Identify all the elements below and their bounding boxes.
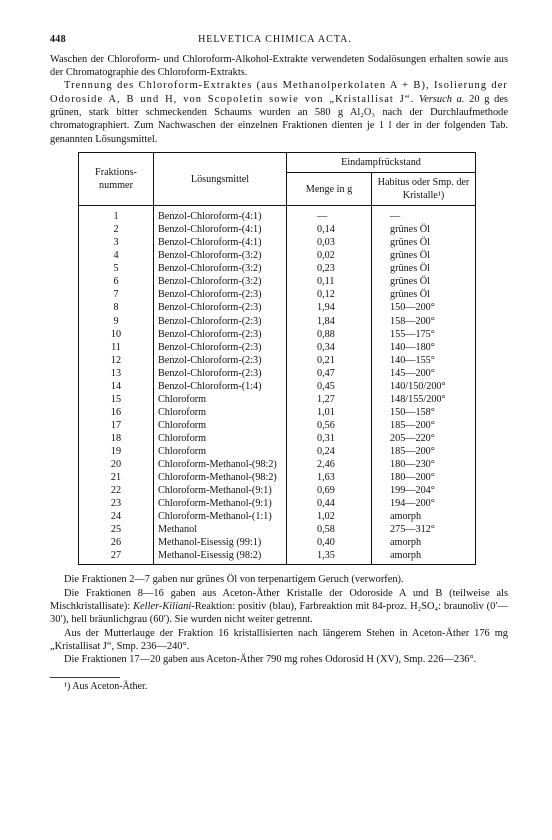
amount-cell: 0,14 (287, 223, 372, 236)
habit-cell: 150—158° (372, 406, 476, 419)
table-row (79, 380, 476, 393)
solvent-cell: Chloroform-Methanol-(9:1) (154, 497, 287, 510)
table-row (79, 523, 476, 536)
habit-cell: 205—220° (372, 432, 476, 445)
amount-cell: 1,63 (287, 471, 372, 484)
table-row (79, 497, 476, 510)
amount-cell: 0,58 (287, 523, 372, 536)
solvent-cell: Benzol-Chloroform-(2:3) (154, 354, 287, 367)
amount-cell: 1,35 (287, 549, 372, 565)
amount-cell: 0,21 (287, 354, 372, 367)
fraction-number-cell: 24 (79, 510, 154, 523)
result-p2-part1: Die Fraktionen 8—16 gaben aus Aceton-Äther Kristalle der Odoroside A und B (teilweise als Mischkristallisate): (50, 587, 508, 613)
fraction-number-cell: 18 (79, 432, 154, 445)
amount-cell: 0,47 (287, 367, 372, 380)
fraction-number-cell: 8 (79, 301, 154, 314)
fraction-number-cell: 23 (79, 497, 154, 510)
fraction-number-cell: 10 (79, 328, 154, 341)
table-row (79, 249, 476, 262)
fraction-number-cell: 6 (79, 275, 154, 288)
fraction-number-cell: 3 (79, 236, 154, 249)
solvent-cell: Benzol-Chloroform-(1:4) (154, 380, 287, 393)
table-row (79, 393, 476, 406)
table-row (79, 341, 476, 354)
amount-cell: 0,31 (287, 432, 372, 445)
table-row (79, 288, 476, 301)
amount-cell: 1,02 (287, 510, 372, 523)
habit-cell: grünes Öl (372, 236, 476, 249)
habit-cell: amorph (372, 510, 476, 523)
amount-cell: 1,84 (287, 315, 372, 328)
fraction-number-cell: 2 (79, 223, 154, 236)
habit-cell: 148/155/200° (372, 393, 476, 406)
amount-cell: 2,46 (287, 458, 372, 471)
fraction-number-cell: 1 (79, 206, 154, 224)
table-row (79, 536, 476, 549)
table-row (79, 354, 476, 367)
section-paragraph (50, 79, 508, 146)
keller-kiliani-name: Keller-Kiliani (133, 601, 192, 613)
amount-cell: 0,24 (287, 445, 372, 458)
amount-cell: 0,88 (287, 328, 372, 341)
col-header-habit: Habitus oder Smp. der Kristalle¹) (372, 173, 476, 206)
habit-cell: 140—180° (372, 341, 476, 354)
table-row (79, 328, 476, 341)
intro-paragraph: Waschen der Chloroform- und Chloroform-Alkohol-Extrakte verwendeten Sodalösungen erhalten sowie aus der Chromatographie des Chloroform-Extrakts. (50, 53, 508, 79)
solvent-cell: Chloroform (154, 393, 287, 406)
amount-cell: 1,27 (287, 393, 372, 406)
page-number: 448 (50, 34, 66, 45)
solvent-cell: Benzol-Chloroform-(2:3) (154, 341, 287, 354)
habit-cell: — (372, 206, 476, 224)
habit-cell: 180—200° (372, 471, 476, 484)
solvent-cell: Benzol-Chloroform-(2:3) (154, 301, 287, 314)
table-row (79, 206, 476, 224)
table-row (79, 223, 476, 236)
table-row (79, 445, 476, 458)
table-row (79, 315, 476, 328)
amount-cell: 0,12 (287, 288, 372, 301)
solvent-cell: Chloroform (154, 406, 287, 419)
fraction-number-cell: 20 (79, 458, 154, 471)
solvent-cell: Chloroform (154, 432, 287, 445)
page (50, 34, 508, 693)
result-paragraph-3: Aus der Mutterlauge der Fraktion 16 kristallisierten nach längerem Stehen in Aceton-Äther 176 mg „Kristallisat J“, Smp. 236—240°. (50, 627, 508, 652)
amount-cell: 0,69 (287, 484, 372, 497)
amount-cell: — (287, 206, 372, 224)
habit-cell: 158—200° (372, 315, 476, 328)
habit-cell: 185—200° (372, 419, 476, 432)
fraction-number-cell: 19 (79, 445, 154, 458)
habit-cell: 194—200° (372, 497, 476, 510)
solvent-cell: Benzol-Chloroform-(3:2) (154, 249, 287, 262)
habit-cell: grünes Öl (372, 249, 476, 262)
fraction-number-cell: 4 (79, 249, 154, 262)
result-paragraph-4: Die Fraktionen 17—20 gaben aus Aceton-Äther 790 mg rohes Odorosid H (XV), Smp. 226—236°. (64, 654, 477, 666)
table-row (79, 301, 476, 314)
table-row (79, 367, 476, 380)
habit-cell: grünes Öl (372, 262, 476, 275)
table-row (79, 275, 476, 288)
table-row (79, 406, 476, 419)
fraction-number-cell: 14 (79, 380, 154, 393)
fraction-number-cell: 26 (79, 536, 154, 549)
table-row (79, 262, 476, 275)
habit-cell: amorph (372, 536, 476, 549)
solvent-cell: Methanol (154, 523, 287, 536)
amount-cell: 0,40 (287, 536, 372, 549)
amount-cell: 0,11 (287, 275, 372, 288)
fraction-number-cell: 27 (79, 549, 154, 565)
fraction-number-cell: 16 (79, 406, 154, 419)
amount-cell: 0,03 (287, 236, 372, 249)
table-row (79, 458, 476, 471)
solvent-cell: Chloroform (154, 445, 287, 458)
solvent-cell: Benzol-Chloroform-(2:3) (154, 328, 287, 341)
amount-cell: 0,44 (287, 497, 372, 510)
habit-cell: grünes Öl (372, 223, 476, 236)
section-body: 20 g des grünen, stark bitter schmeckenden Schaums wurden an 580 g Al₂O₃ nach der Durchlaufmethode chromatographiert. Zum Nachwaschen der einzelnen Fraktionen dienten je 1 l der in der folgenden Tab. genannten Lösungsmittel. (50, 93, 508, 145)
table-row (79, 471, 476, 484)
solvent-cell: Chloroform-Methanol-(9:1) (154, 484, 287, 497)
habit-cell: 275—312° (372, 523, 476, 536)
fraction-number-cell: 9 (79, 315, 154, 328)
solvent-cell: Methanol-Eisessig (99:1) (154, 536, 287, 549)
fractions-table (78, 152, 476, 565)
solvent-cell: Benzol-Chloroform-(4:1) (154, 236, 287, 249)
footnote-rule (50, 677, 120, 678)
solvent-cell: Chloroform-Methanol-(1:1) (154, 510, 287, 523)
habit-cell: amorph (372, 549, 476, 565)
solvent-cell: Benzol-Chloroform-(3:2) (154, 262, 287, 275)
solvent-cell: Methanol-Eisessig (98:2) (154, 549, 287, 565)
solvent-cell: Benzol-Chloroform-(2:3) (154, 367, 287, 380)
journal-title: HELVETICA CHIMICA ACTA. (198, 34, 352, 45)
habit-cell: 185—200° (372, 445, 476, 458)
fraction-number-cell: 12 (79, 354, 154, 367)
fraction-number-cell: 5 (79, 262, 154, 275)
solvent-cell: Benzol-Chloroform-(3:2) (154, 275, 287, 288)
habit-cell: grünes Öl (372, 275, 476, 288)
amount-cell: 0,56 (287, 419, 372, 432)
habit-cell: 140—155° (372, 354, 476, 367)
table-row (79, 484, 476, 497)
solvent-cell: Chloroform-Methanol-(98:2) (154, 458, 287, 471)
running-head (50, 34, 508, 47)
amount-cell: 0,23 (287, 262, 372, 275)
habit-cell: 145—200° (372, 367, 476, 380)
fraction-number-cell: 17 (79, 419, 154, 432)
amount-cell: 0,34 (287, 341, 372, 354)
solvent-cell: Chloroform-Methanol-(98:2) (154, 471, 287, 484)
fraction-number-cell: 11 (79, 341, 154, 354)
fraction-number-cell: 7 (79, 288, 154, 301)
result-paragraph-1: Die Fraktionen 2—7 gaben nur grünes Öl von terpenartigem Geruch (verworfen). (64, 574, 404, 586)
solvent-cell: Benzol-Chloroform-(2:3) (154, 288, 287, 301)
footnote: ¹) Aus Aceton-Äther. (64, 680, 148, 692)
solvent-cell: Chloroform (154, 419, 287, 432)
amount-cell: 1,01 (287, 406, 372, 419)
solvent-cell: Benzol-Chloroform-(4:1) (154, 223, 287, 236)
col-header-fraction: Fraktions-nummer (79, 152, 154, 205)
habit-cell: 140/150/200° (372, 380, 476, 393)
fraction-number-cell: 15 (79, 393, 154, 406)
table-row (79, 419, 476, 432)
solvent-cell: Benzol-Chloroform-(2:3) (154, 315, 287, 328)
habit-cell: 155—175° (372, 328, 476, 341)
fraction-number-cell: 13 (79, 367, 154, 380)
col-header-amount: Menge in g (287, 173, 372, 206)
habit-cell: 150—200° (372, 301, 476, 314)
result-paragraph-2 (50, 587, 508, 627)
table-row (79, 432, 476, 445)
habit-cell: 180—230° (372, 458, 476, 471)
section-heading: Trennung des Chloroform-Extraktes (aus Methanolperkolaten A + B), Isolierung der Odoroside A, B und H, von Scopoletin sowie von „Kristallisat J“. (50, 80, 508, 105)
habit-cell: grünes Öl (372, 288, 476, 301)
solvent-cell: Benzol-Chloroform-(4:1) (154, 206, 287, 224)
fraction-number-cell: 22 (79, 484, 154, 497)
versuch-label: Versuch a. (419, 93, 465, 105)
amount-cell: 0,45 (287, 380, 372, 393)
table-row (79, 549, 476, 565)
col-header-solvent: Lösungsmittel (154, 152, 287, 205)
amount-cell: 0,02 (287, 249, 372, 262)
col-header-residue: Eindampfrückstand (287, 152, 476, 172)
fraction-number-cell: 25 (79, 523, 154, 536)
habit-cell: 199—204° (372, 484, 476, 497)
result-p2-part2: -Reaktion: positiv (blau), Farbreaktion mit 84-proz. H₂SO₄: braunoliv (0′—30′), hell bräunlichgrau (60′). Sie wurden nicht weiter getrennt. (50, 601, 508, 626)
table-row (79, 510, 476, 523)
table-row (79, 236, 476, 249)
fraction-number-cell: 21 (79, 471, 154, 484)
amount-cell: 1,94 (287, 301, 372, 314)
